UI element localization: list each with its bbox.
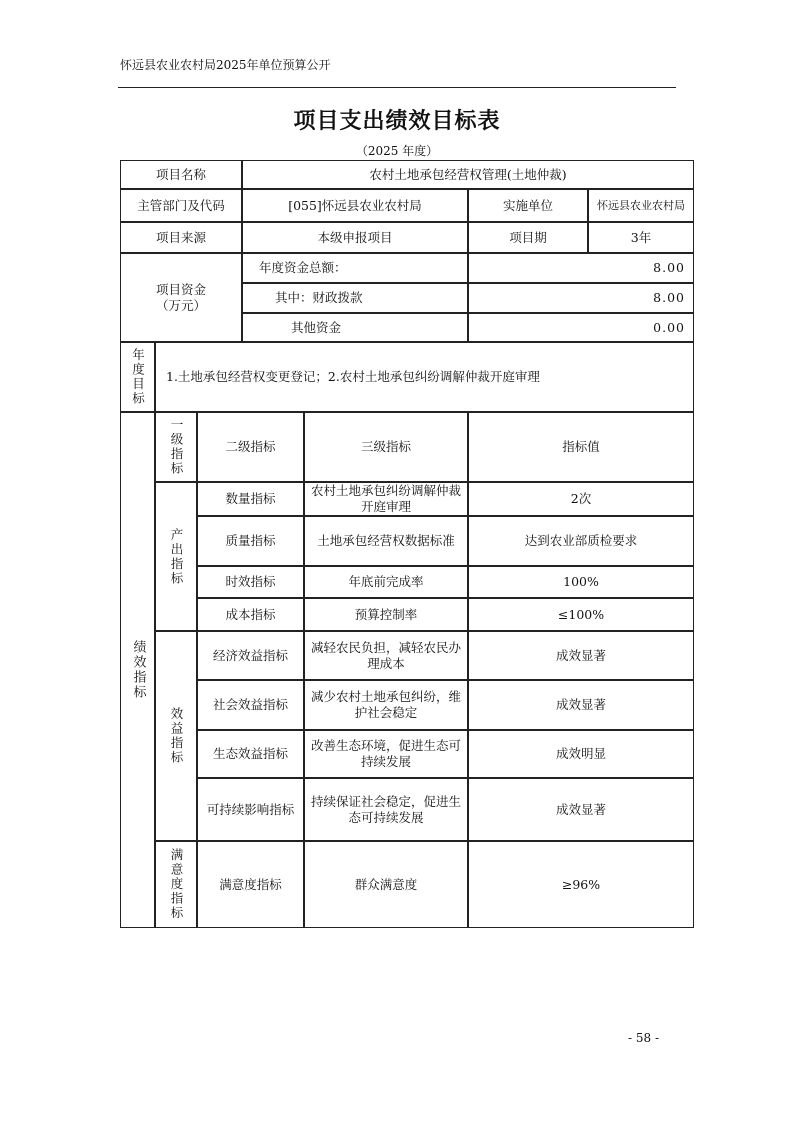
project-name-value: 农村土地承包经营权管理(土地仲裁)	[242, 160, 694, 189]
level1-header: 一级指标	[155, 412, 197, 482]
table-row-l3: 农村土地承包纠纷调解仲裁开庭审理	[304, 482, 468, 516]
performance-table	[120, 160, 694, 928]
table-row-value: ≥96%	[468, 841, 694, 928]
table-row-l3: 持续保证社会稳定，促进生态可持续发展	[304, 778, 468, 841]
header-rule	[118, 87, 676, 88]
table-row-l2: 时效指标	[197, 566, 304, 598]
funds-other-label: 其他资金	[242, 313, 468, 342]
funds-label-line2: （万元）	[155, 297, 206, 313]
impl-unit-label: 实施单位	[468, 189, 588, 222]
funds-label-line1: 项目资金	[155, 281, 206, 297]
table-row-value: 成效明显	[468, 730, 694, 778]
funds-total-label: 年度资金总额：	[242, 253, 468, 283]
table-row-value: 100%	[468, 566, 694, 598]
output-indicator-label: 产出指标	[155, 482, 197, 631]
table-row-l3: 土地承包经营权数据标准	[304, 516, 468, 566]
funds-fiscal-value: 8.00	[468, 283, 694, 313]
table-row-l2: 质量指标	[197, 516, 304, 566]
table-row-l3: 改善生态环境，促进生态可持续发展	[304, 730, 468, 778]
period-value: 3年	[588, 222, 694, 253]
table-row-l3: 减少农村土地承包纠纷，维护社会稳定	[304, 680, 468, 730]
table-row-value: 成效显著	[468, 778, 694, 841]
dept-label: 主管部门及代码	[120, 189, 242, 222]
indicators-group-label: 绩效指标	[120, 412, 155, 928]
page-header: 怀远县农业农村局2025年单位预算公开	[120, 58, 331, 72]
table-row-l2: 数量指标	[197, 482, 304, 516]
source-label: 项目来源	[120, 222, 242, 253]
level2-header: 二级指标	[197, 412, 304, 482]
page-number: - 58 -	[628, 1031, 660, 1045]
funds-total-value: 8.00	[468, 253, 694, 283]
source-value: 本级申报项目	[242, 222, 468, 253]
table-row-value: 成效显著	[468, 680, 694, 730]
benefit-indicator-label: 效益指标	[155, 631, 197, 841]
dept-value: [055]怀远县农业农村局	[242, 189, 468, 222]
table-row-value: 成效显著	[468, 631, 694, 680]
value-header: 指标值	[468, 412, 694, 482]
year-label: （2025 年度）	[355, 144, 439, 158]
table-row-l2: 经济效益指标	[197, 631, 304, 680]
table-row-l3: 年底前完成率	[304, 566, 468, 598]
table-row-l2: 成本指标	[197, 598, 304, 631]
table-row-value: ≤100%	[468, 598, 694, 631]
level3-header: 三级指标	[304, 412, 468, 482]
table-row-l2: 满意度指标	[197, 841, 304, 928]
table-row-value: 2次	[468, 482, 694, 516]
table-row-l3: 预算控制率	[304, 598, 468, 631]
impl-unit-value: 怀远县农业农村局	[588, 189, 694, 222]
annual-goal-label: 年度目标	[120, 342, 155, 412]
table-row-l2: 生态效益指标	[197, 730, 304, 778]
table-row-l2: 可持续影响指标	[197, 778, 304, 841]
period-label: 项目期	[468, 222, 588, 253]
table-row-l3: 减轻农民负担，减轻农民办理成本	[304, 631, 468, 680]
page-title: 项目支出绩效目标表	[293, 108, 501, 134]
table-row-value: 达到农业部质检要求	[468, 516, 694, 566]
table-row-l3: 群众满意度	[304, 841, 468, 928]
funds-label	[120, 253, 242, 342]
table-row-l2: 社会效益指标	[197, 680, 304, 730]
funds-other-value: 0.00	[468, 313, 694, 342]
project-name-label: 项目名称	[120, 160, 242, 189]
satisfaction-indicator-label: 满意度指标	[155, 841, 197, 928]
annual-goal-text: 1.土地承包经营权变更登记；2.农村土地承包纠纷调解仲裁开庭审理	[155, 342, 694, 412]
funds-fiscal-label: 其中：财政拨款	[242, 283, 468, 313]
